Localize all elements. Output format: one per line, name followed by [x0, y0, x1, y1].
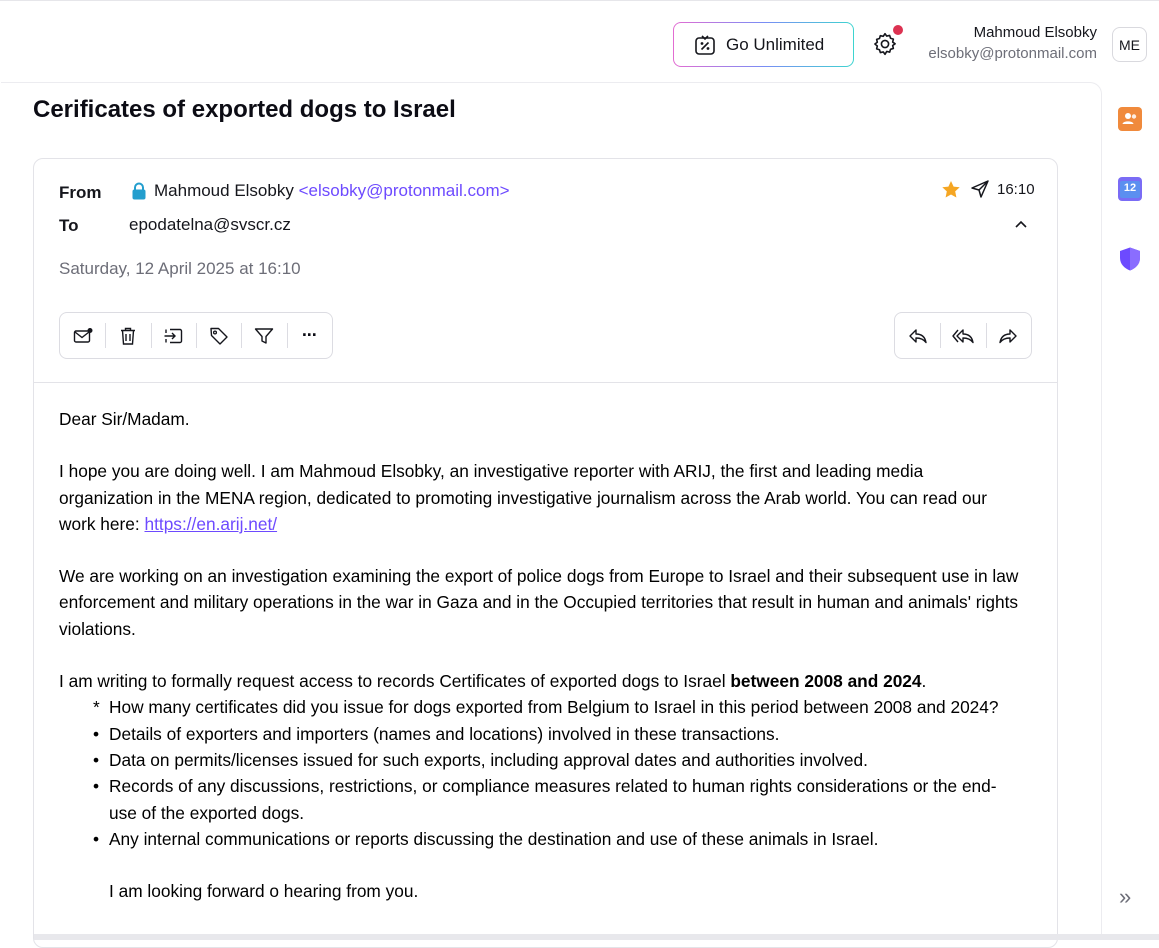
sent-icon	[970, 179, 990, 204]
paragraph-intro	[59, 458, 1019, 537]
sender-email: <elsobky@protonmail.com>	[298, 181, 510, 200]
move-to-folder-button[interactable]	[151, 313, 196, 358]
list-item: • Data on permits/licenses issued for such exports, including approval dates and authorities involved.	[93, 749, 868, 770]
horizontal-scrollbar[interactable]	[34, 934, 1159, 940]
filter-button[interactable]	[241, 313, 286, 358]
trash-button[interactable]	[105, 313, 150, 358]
top-bar	[0, 0, 1159, 82]
contacts-icon	[1117, 106, 1143, 132]
request-list	[95, 694, 1019, 904]
reply-toolbar	[894, 312, 1032, 359]
contacts-app-button[interactable]	[1117, 106, 1143, 132]
message-time: 16:10	[997, 181, 1035, 198]
calendar-app-button[interactable]	[1117, 176, 1143, 202]
request-date-range: between 2008 and 2024	[730, 671, 922, 692]
filter-icon	[254, 327, 274, 345]
label-button[interactable]	[196, 313, 241, 358]
recipient[interactable]: epodatelna@svscr.cz	[129, 215, 291, 234]
user-name: Mahmoud Elsobky	[973, 24, 1097, 41]
reply-button[interactable]	[895, 313, 940, 358]
envelope-dot-icon	[73, 327, 93, 345]
more-options-button[interactable]	[287, 313, 332, 358]
star-icon[interactable]	[941, 180, 961, 204]
forward-button[interactable]	[986, 313, 1031, 358]
paragraph-investigation: We are working on an investigation examining the export of police dogs from Europe to Israel and their subsequent use in law enforcement and military operations in the war in Gaza and in the Occupied territories that result in human and animals' rights violations.	[59, 566, 1019, 639]
lock-icon	[131, 182, 147, 205]
list-item: • Records of any discussions, restrictions, or compliance measures related to human rights considerations or the end-use of the exported dogs.	[93, 776, 997, 823]
calendar-day: 12	[1123, 182, 1137, 194]
message-date: Saturday, 12 April 2025 at 16:10	[59, 259, 301, 278]
chevron-up-icon[interactable]	[1012, 216, 1030, 239]
avatar[interactable]: ME	[1112, 27, 1147, 62]
greeting: Dear Sir/Madam.	[59, 409, 190, 429]
message-toolbar	[59, 312, 333, 359]
expand-sidebar-button[interactable]	[1119, 884, 1131, 910]
forward-icon	[998, 327, 1018, 345]
paragraph-request: I am writing to formally request access to records Certificates of exported dogs to Israel between 2008 and 2024.	[59, 671, 927, 692]
gear-icon	[872, 31, 898, 57]
go-unlimited-label: Go Unlimited	[726, 34, 825, 54]
tag-icon	[209, 326, 229, 346]
user-email: elsobky@protonmail.com	[928, 45, 1097, 62]
list-item: • Any internal communications or reports discussing the destination and use of these animals in Israel.	[93, 828, 879, 849]
right-rail	[1103, 82, 1159, 940]
discount-tag-icon	[694, 34, 716, 56]
vpn-app-button[interactable]	[1117, 246, 1143, 272]
to-label: To	[59, 216, 79, 235]
go-unlimited-button[interactable]	[673, 22, 854, 67]
closing-line: I am looking forward o hearing from you.	[109, 881, 419, 902]
move-to-icon	[163, 327, 183, 345]
message-subject: Cerificates of exported dogs to Israel	[33, 96, 456, 123]
list-item: * How many certificates did you issue for dogs exported from Belgium to Israel in this period between 2008 and 2024?	[93, 697, 999, 718]
message-body	[59, 406, 1019, 904]
list-spacer	[95, 852, 1019, 878]
mark-unread-button[interactable]	[60, 313, 105, 358]
trash-icon	[119, 326, 137, 346]
request-text: I am writing to formally request access to records Certificates of exported dogs to Israel	[59, 671, 731, 692]
sender[interactable]	[154, 181, 510, 201]
double-chevron-right-icon: »	[1119, 884, 1132, 909]
header-divider	[34, 382, 1057, 383]
from-label: From	[59, 183, 102, 202]
sender-name: Mahmoud Elsobky	[154, 181, 294, 200]
reply-icon	[908, 327, 928, 345]
arij-link[interactable]: https://en.arij.net/	[144, 513, 278, 534]
notification-dot	[893, 25, 903, 35]
intro-text: I hope you are doing well. I am Mahmoud Elsobky, an investigative reporter with ARIJ, the first and leading media organization in the MENA region, dedicated to promoting investigative journalism across the Arab world. You can read our work here:	[59, 461, 987, 534]
reply-all-button[interactable]	[940, 313, 985, 358]
reply-all-icon	[952, 327, 974, 345]
user-info[interactable]	[928, 23, 1097, 64]
more-dots-icon: ···	[301, 325, 317, 345]
shield-icon	[1117, 246, 1143, 272]
settings-button[interactable]	[872, 31, 898, 57]
list-item: • Details of exporters and importers (names and locations) involved in these transactions.	[93, 723, 780, 744]
